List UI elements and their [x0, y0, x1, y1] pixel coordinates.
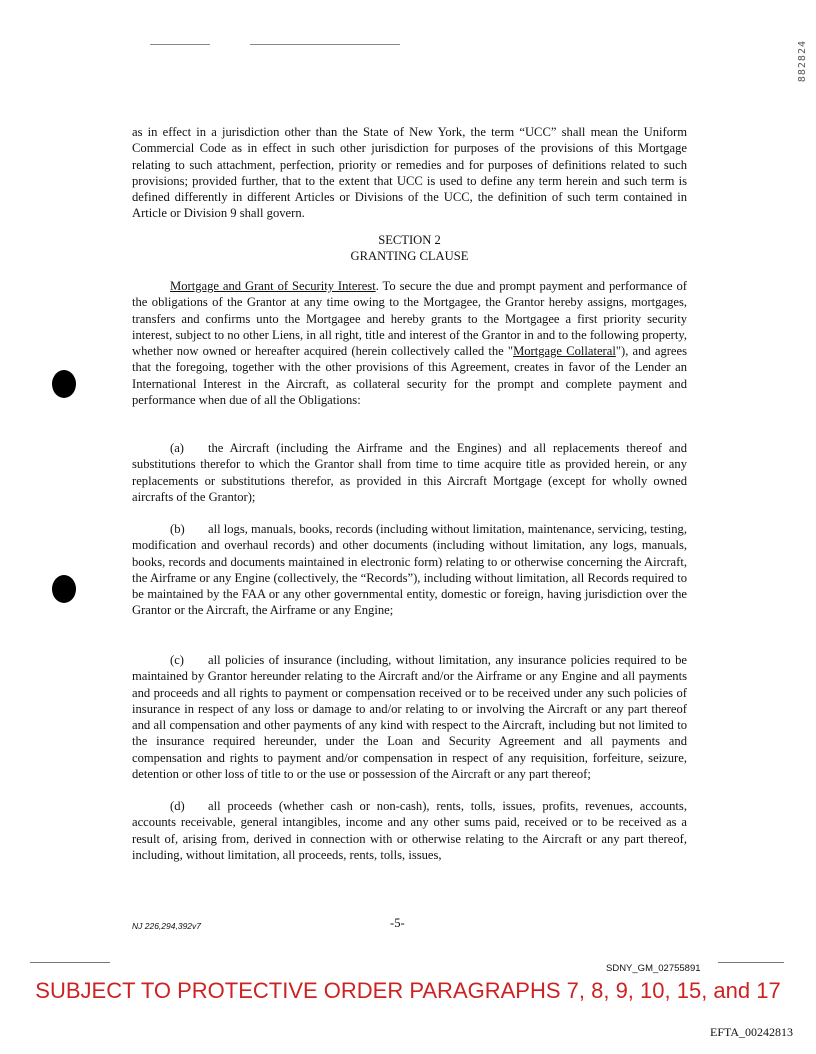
- scan-artifact-line: [150, 44, 210, 45]
- item-c-text: all policies of insurance (including, without limitation, any insurance policies required to be maintained by Grantor hereunder relating to the Aircraft and/or the Airframe or any Engine and all payments and proceeds and all rights to payment or compensation received or to be received under any such policies of insurance in respect of any loss or damage to and/or relating to or involving the Aircraft or any part thereof and all compensation and other payments of any kind with respect to the Aircraft, including but not limited to the insurance required hereunder, under the Loan and Security Agreement and all payments and compensation and rights to payment and/or compensation in respect of any requisition, forfeiture, seizure, detention or other loss of title to or the use or possession of the Aircraft or any part thereof;: [132, 653, 687, 782]
- item-c-paragraph: [132, 652, 687, 782]
- item-d-text: all proceeds (whether cash or non-cash), rents, tolls, issues, profits, revenues, accounts, accounts receivable, general intangibles, income and any other sums paid, received or to be received as a result of, arising from, derived in connection with or otherwise relating to the Aircraft or any part thereof, including, without limitation, all proceeds, rents, tolls, issues,: [132, 799, 687, 862]
- item-d-paragraph: [132, 798, 687, 863]
- granting-text-part2: "), and agrees that the foregoing, together with the other provisions of this Agreement, creates in favor of the Lender an International Interest in the Aircraft, as collateral security for the prompt and complete payment and performance when due of all the Obligations:: [132, 344, 688, 408]
- document-id: NJ 226,294,392v7: [132, 921, 201, 931]
- scan-artifact-line: [250, 44, 400, 45]
- item-c-label: (c): [170, 653, 184, 667]
- section-title: GRANTING CLAUSE: [350, 249, 469, 263]
- punch-hole: [52, 370, 76, 398]
- granting-text-part1: . To secure the due and prompt payment and performance of the obligations of the Grantor at any time owing to the Mortgagee, the Grantor hereby assigns, mortgages, transfers and confirms unto the Mortgagee and hereby grants to the Mortgagee a first priority security interest, subject to no other Liens, in all right, title and interest of the Grantor in and to the following property, whether now owned or hereafter acquired (herein collectively called the ": [132, 279, 687, 359]
- section-number: SECTION 2: [378, 233, 441, 247]
- efta-number: EFTA_00242813: [710, 1025, 794, 1039]
- item-b-text: all logs, manuals, books, records (including without limitation, maintenance, servicing, testing, modification and overhaul records) and other documents (including without limitation, any logs, manuals, books, records and documents maintained in electronic form) relating to or otherwise concerning the Aircraft, the Airframe or any Engine (collectively, the “Records”), including without limitation, all Records required to be maintained by the FAA or any other governmental entity, domestic or foreign, having jurisdiction over the Grantor or the Aircraft, the Airframe or any Engine;: [132, 522, 687, 618]
- protective-order-banner: SUBJECT TO PROTECTIVE ORDER PARAGRAPHS 7, 8, 9, 10, 15, and 17: [35, 978, 781, 1003]
- defined-term-mortgage-collateral: Mortgage Collateral: [513, 344, 616, 359]
- bates-number: SDNY_GM_02755891: [606, 963, 701, 974]
- item-a-text: the Aircraft (including the Airframe and the Engines) and all replacements thereof and substitutions therefor to which the Grantor shall from time to time acquire title as provided herein, or any replacements or substitutions therefor, as provided in this Aircraft Mortgage (except for wholly owned aircrafts of the Grantor);: [132, 441, 687, 504]
- item-b-label: (b): [170, 522, 185, 536]
- item-d-label: (d): [170, 799, 185, 813]
- bates-line-right: [718, 962, 784, 963]
- page-number: -5-: [390, 916, 405, 930]
- item-b-paragraph: [132, 521, 687, 619]
- item-a-paragraph: [132, 440, 687, 505]
- granting-clause-paragraph: [132, 278, 687, 408]
- item-a-label: (a): [170, 441, 184, 455]
- bates-line-left: [30, 962, 110, 963]
- intro-paragraph: as in effect in a jurisdiction other than the State of New York, the term “UCC” shall mean the Uniform Commercial Code as in effect in such other jurisdiction for purposes of the provisions of this Mortgage relating to such attachment, perfection, priority or remedies and for purposes of definitions related to such provisions; provided further, that to the extent that UCC is used to define any term herein and such term is defined differently in different Articles or Divisions of the UCC, the definition of such term contained in Article or Division 9 shall govern.: [132, 125, 687, 221]
- granting-heading: Mortgage and Grant of Security Interest: [170, 279, 376, 293]
- punch-hole: [52, 575, 76, 603]
- page-stamp: 882824: [797, 40, 808, 83]
